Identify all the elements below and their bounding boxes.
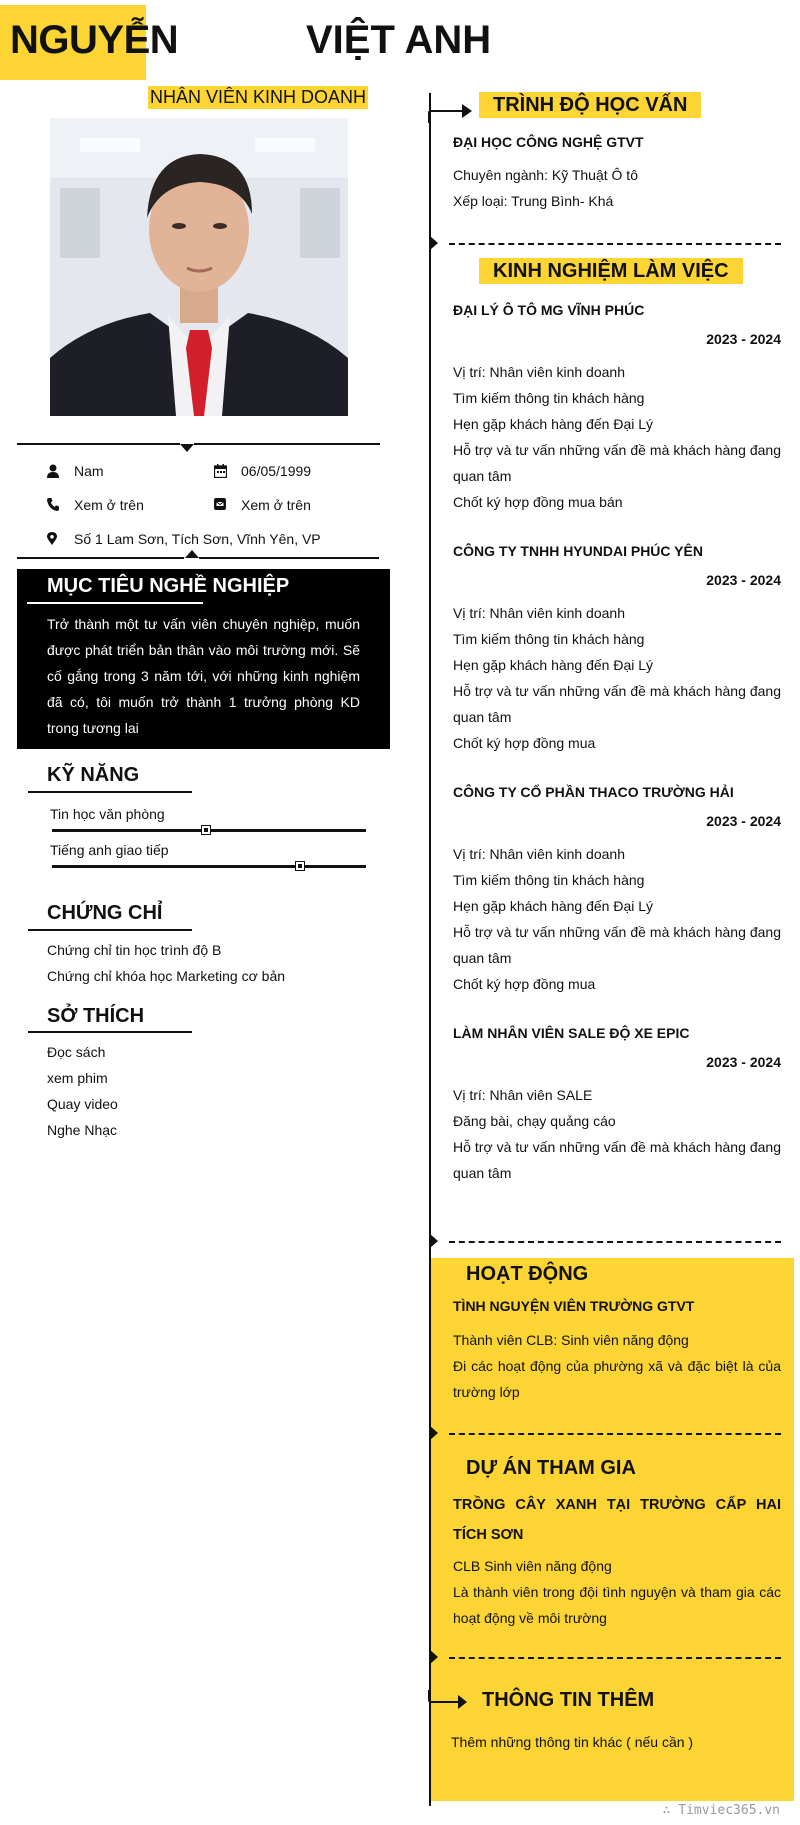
- caret-up-icon: [185, 550, 199, 558]
- skill-label: Tin học văn phòng: [50, 806, 165, 822]
- company-name: CÔNG TY TNHH HYUNDAI PHÚC YÊN: [453, 543, 703, 559]
- projects-title: DỰ ÁN THAM GIA: [466, 1457, 636, 1479]
- hobby-item: xem phim: [47, 1070, 108, 1086]
- skills-title: KỸ NĂNG: [47, 764, 140, 786]
- experience-title-text: KINH NGHIỆM LÀM VIỆC: [479, 258, 743, 284]
- arrow-icon: [428, 99, 474, 125]
- project-line: CLB Sinh viên năng động: [453, 1558, 612, 1574]
- phone-value: Xem ở trên: [74, 497, 144, 513]
- job-line: Vị trí: Nhân viên SALE: [453, 1087, 593, 1103]
- job-line: Chốt ký hợp đồng mua: [453, 976, 596, 992]
- gender-value: Nam: [74, 463, 104, 479]
- company-name: ĐẠI LÝ Ô TÔ MG VĨNH PHÚC: [453, 302, 645, 318]
- skill-label: Tiếng anh giao tiếp: [50, 842, 169, 858]
- first-name: NGUYỄN: [10, 18, 179, 62]
- job-line: Hỗ trợ và tư vấn những vấn đề mà khách hàng đang quan tâm: [453, 1139, 781, 1181]
- job-line: Hẹn gặp khách hàng đến Đại Lý: [453, 898, 654, 914]
- certificates-underline: [28, 929, 192, 931]
- job-line: Vị trí: Nhân viên kinh doanh: [453, 364, 625, 380]
- watermark-text: Timviec365.vn: [678, 1803, 780, 1818]
- divider: [449, 1241, 781, 1243]
- info-bottom-line-left: [17, 557, 184, 559]
- job-details: [453, 600, 781, 756]
- skills-underline: [28, 791, 192, 793]
- job-line: Hỗ trợ và tư vấn những vấn đề mà khách hàng đang quan tâm: [453, 683, 781, 725]
- job-line: Vị trí: Nhân viên kinh doanh: [453, 605, 625, 621]
- hobby-item: Nghe Nhạc: [47, 1122, 118, 1138]
- timeline-marker: [430, 1650, 438, 1664]
- info-top-line-left: [17, 443, 180, 445]
- education-title-text: TRÌNH ĐỘ HỌC VẤN: [479, 92, 701, 118]
- school-name: ĐẠI HỌC CÔNG NGHỆ GTVT: [453, 134, 644, 150]
- user-icon: [47, 464, 59, 478]
- caret-down-icon: [180, 444, 194, 452]
- certificate-item: Chứng chỉ tin học trình độ B: [47, 942, 222, 958]
- job-line: Vị trí: Nhân viên kinh doanh: [453, 846, 625, 862]
- education-details: [453, 162, 781, 214]
- job-details: [453, 841, 781, 997]
- job-period: 2023 - 2024: [706, 1054, 781, 1070]
- activity-line: Thành viên CLB: Sinh viên năng động: [453, 1332, 689, 1348]
- objective-box: [17, 569, 390, 749]
- hobby-item: Đọc sách: [47, 1044, 106, 1060]
- skill-level-knob: [201, 825, 211, 835]
- objective-text: Trở thành một tư vấn viên chuyên nghiệp, muốn được phát triển bản thân vào môi trường mới. Sẽ cố gắng trong 3 năm tới, với những kinh nghiệm đã có, tôi muốn trở thành 1 trưởng phòng KD trong tương lai: [47, 616, 360, 736]
- extra-title: THÔNG TIN THÊM: [482, 1689, 655, 1711]
- job-line: Tìm kiếm thông tin khách hàng: [453, 390, 645, 406]
- activities-title: HOẠT ĐỘNG: [466, 1263, 589, 1285]
- certificates-title: CHỨNG CHỈ: [47, 902, 163, 924]
- job-line: Đăng bài, chạy quảng cáo: [453, 1113, 616, 1129]
- education-title: [479, 94, 701, 117]
- hobbies-title: SỞ THÍCH: [47, 1005, 145, 1027]
- job-period: 2023 - 2024: [706, 813, 781, 829]
- education-line: Chuyên ngành: Kỹ Thuật Ô tô: [453, 167, 638, 183]
- experience-title: [479, 260, 743, 283]
- project-details: [453, 1553, 781, 1631]
- skill-level-knob: [295, 861, 305, 871]
- timeline-marker: [430, 1234, 438, 1248]
- arrow-icon: [428, 1690, 468, 1718]
- objective-title: MỤC TIÊU NGHỀ NGHIỆP: [47, 575, 290, 597]
- divider: [449, 1657, 781, 1659]
- job-period: 2023 - 2024: [706, 331, 781, 347]
- job-line: Hẹn gặp khách hàng đến Đại Lý: [453, 416, 654, 432]
- last-name: VIỆT ANH: [306, 18, 492, 62]
- job-details: [453, 1082, 781, 1186]
- watermark: ∴ Timviec365.vn: [662, 1803, 780, 1818]
- job-period: 2023 - 2024: [706, 572, 781, 588]
- activity-line: Đi các hoạt động của phường xã và đặc biệt là của trường lớp: [453, 1358, 781, 1400]
- info-bottom-line-right: [199, 557, 379, 559]
- certificate-item: Chứng chỉ khóa học Marketing cơ bản: [47, 968, 286, 984]
- map-marker-icon: [47, 532, 57, 545]
- job-line: Chốt ký hợp đồng mua bán: [453, 494, 623, 510]
- job-title: NHÂN VIÊN KINH DOANH: [150, 87, 367, 107]
- address-value: Số 1 Lam Sơn, Tích Sơn, Vĩnh Yên, VP: [74, 531, 321, 547]
- email-value: Xem ở trên: [241, 497, 311, 513]
- activity-org: TÌNH NGUYỆN VIÊN TRƯỜNG GTVT: [453, 1298, 695, 1314]
- timeline-line: [429, 93, 431, 1806]
- birthday-value: 06/05/1999: [241, 463, 312, 479]
- objective-underline: [27, 602, 203, 604]
- job-line: Hỗ trợ và tư vấn những vấn đề mà khách hàng đang quan tâm: [453, 442, 781, 484]
- job-line: Hẹn gặp khách hàng đến Đại Lý: [453, 657, 654, 673]
- calendar-icon: [214, 464, 227, 478]
- job-line: Tìm kiếm thông tin khách hàng: [453, 872, 645, 888]
- skill-bar: [52, 865, 366, 868]
- job-line: Tìm kiếm thông tin khách hàng: [453, 631, 645, 647]
- job-details: [453, 359, 781, 515]
- education-line: Xếp loại: Trung Bình- Khá: [453, 193, 614, 209]
- job-line: Hỗ trợ và tư vấn những vấn đề mà khách hàng đang quan tâm: [453, 924, 781, 966]
- profile-photo: [50, 118, 348, 416]
- timeline-marker: [430, 1426, 438, 1440]
- hobby-item: Quay video: [47, 1096, 118, 1112]
- project-name: TRỒNG CÂY XANH TẠI TRƯỜNG CẤP HAI TÍCH SƠN: [453, 1497, 781, 1543]
- company-name: CÔNG TY CỔ PHẦN THACO TRƯỜNG HẢI: [453, 784, 734, 800]
- activity-details: [453, 1327, 781, 1405]
- divider: [449, 243, 781, 245]
- hobbies-underline: [28, 1031, 192, 1033]
- phone-icon: [47, 498, 59, 511]
- project-line: Là thành viên trong đội tình nguyện và tham gia các hoạt động về môi trường: [453, 1584, 781, 1626]
- job-line: Chốt ký hợp đồng mua: [453, 735, 596, 751]
- extra-text: Thêm những thông tin khác ( nếu cần ): [451, 1734, 694, 1750]
- divider: [449, 1433, 781, 1435]
- info-top-line-right: [194, 443, 380, 445]
- envelope-icon: [214, 498, 226, 510]
- timeline-marker: [430, 236, 438, 250]
- company-name: LÀM NHÂN VIÊN SALE ĐỘ XE EPIC: [453, 1025, 690, 1041]
